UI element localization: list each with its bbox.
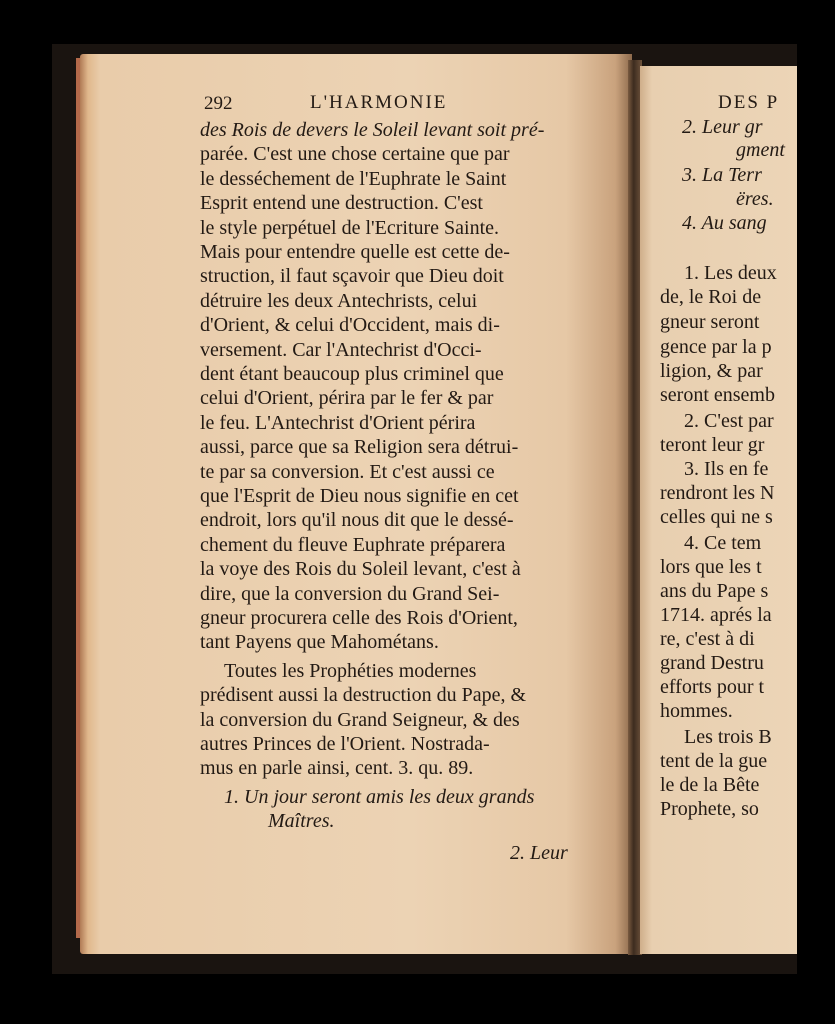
text-line: la voye des Rois du Soleil levant, c'est à: [200, 558, 521, 581]
text-line: endroit, lors qu'il nous dit que le dessé-: [200, 509, 514, 532]
right-page-text: [640, 66, 797, 954]
right-text-line: ans du Pape s: [660, 580, 769, 602]
text-line: dent étant beaucoup plus criminel que: [200, 363, 504, 385]
text-line: parée. C'est une chose certaine que par: [200, 143, 510, 166]
right-text-line: de, le Roi de: [660, 286, 762, 308]
right-text-line: ligion, & par: [660, 360, 763, 382]
text-line: d'Orient, & celui d'Occident, mais di-: [200, 314, 500, 337]
right-text-line: Prophete, so: [660, 798, 759, 820]
text-line: struction, il faut sçavoir que Dieu doit: [200, 265, 504, 288]
right-text-line: le de la Bête: [660, 774, 760, 796]
right-text-line: 4. Ce tem: [684, 532, 762, 554]
right-text-line: 4. Au sang: [682, 212, 767, 234]
page-number: 292: [204, 93, 233, 114]
text-line: Toutes les Prophéties modernes: [224, 659, 477, 682]
right-text-line: 3. Ils en fe: [684, 458, 769, 480]
text-line: le feu. L'Antechrist d'Orient périra: [200, 411, 476, 434]
running-head: L'HARMONIE: [310, 92, 448, 113]
text-line: des Rois de devers le Soleil levant soit pré-: [200, 119, 545, 141]
right-text-line: 1714. aprés la: [660, 604, 772, 626]
right-text-line: 2. C'est par: [684, 410, 774, 432]
catchword: 2. Leur: [510, 842, 568, 864]
right-text-line: hommes.: [660, 700, 733, 722]
right-text-line: efforts pour t: [660, 676, 765, 698]
right-text-line: gment: [736, 139, 785, 161]
right-text-line: rendront les N: [660, 482, 775, 504]
text-line: le style perpétuel de l'Ecriture Sainte.: [200, 216, 500, 239]
text-line: détruire les deux Antechrists, celui: [200, 289, 478, 312]
right-text-line: lors que les t: [660, 556, 762, 578]
right-text-line: seront ensemb: [660, 384, 775, 406]
text-line: versement. Car l'Antechrist d'Occi-: [200, 338, 482, 361]
right-text-line: teront leur gr: [660, 434, 765, 456]
right-text-line: gence par la p: [660, 336, 772, 358]
text-line: aussi, parce que sa Religion sera détrui-: [200, 436, 519, 459]
right-text-line: 1. Les deux: [684, 262, 777, 284]
text-line: gneur procurera celle des Rois d'Orient,: [200, 607, 518, 629]
text-line: mus en parle ainsi, cent. 3. qu. 89.: [200, 757, 474, 780]
text-line: autres Princes de l'Orient. Nostrada-: [200, 733, 490, 755]
right-text-line: 2. Leur gr: [682, 116, 763, 138]
text-line: 1. Un jour seront amis les deux grands: [224, 785, 535, 808]
text-line: Maîtres.: [268, 810, 335, 833]
text-line: prédisent aussi la destruction du Pape, &: [200, 684, 527, 707]
text-line: dire, que la conversion du Grand Sei-: [200, 582, 500, 605]
right-text-line: grand Destru: [660, 652, 764, 674]
right-text-line: 3. La Terr: [682, 164, 762, 186]
text-line: celui d'Orient, périra par le fer & par: [200, 387, 494, 410]
text-line: le desséchement de l'Euphrate le Saint: [200, 167, 507, 190]
text-line: tant Payens que Mahométans.: [200, 631, 439, 654]
text-line: que l'Esprit de Dieu nous signifie en cet: [200, 485, 519, 507]
text-line: Mais pour entendre quelle est cette de-: [200, 241, 510, 263]
text-line: la conversion du Grand Seigneur, & des: [200, 708, 520, 731]
right-text-line: re, c'est à di: [660, 628, 755, 650]
right-text-line: tent de la gue: [660, 750, 768, 772]
text-line: chement du fleuve Euphrate préparera: [200, 533, 506, 556]
right-text-line: celles qui ne s: [660, 506, 773, 528]
text-line: Esprit entend une destruction. C'est: [200, 192, 483, 215]
right-text-line: Les trois B: [684, 726, 772, 748]
right-running-head: DES P: [718, 92, 780, 113]
right-text-line: ëres.: [736, 188, 774, 210]
text-line: te par sa conversion. Et c'est aussi ce: [200, 460, 495, 483]
right-text-line: gneur seront: [660, 311, 760, 333]
